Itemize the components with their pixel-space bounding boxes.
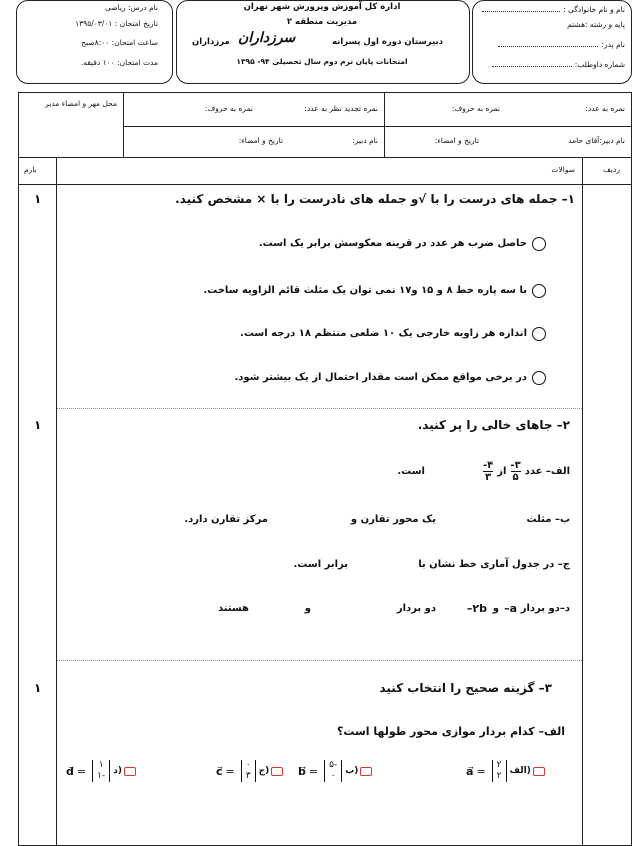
- teacher-label: نام دبیر:آقای حامد: [568, 136, 625, 145]
- q2-a-prefix: الف– عدد: [524, 466, 570, 477]
- q3-sub-question: الف– کدام بردار موازی محور طولها است؟: [336, 725, 565, 738]
- q2-d-mid: دو بردار: [396, 603, 436, 614]
- question-1-score: ۱: [34, 192, 42, 206]
- seat-number-field: شماره داوطلب:: [492, 58, 625, 69]
- score-column-header: بارم: [24, 165, 37, 174]
- q2-a-mid: از: [497, 466, 507, 477]
- q1-item3: اندازه هر زاویه خارجی یک ۱۰ ضلعی منتظم ۱۸ درجه است.: [240, 328, 527, 339]
- q3-option-b[interactable]: b = ۵- ۰ ب): [298, 760, 374, 782]
- q3-option-d-checkbox[interactable]: [124, 767, 136, 776]
- teacher2-label: نام دبیر:: [352, 136, 378, 145]
- school-title: دبیرستان دوره اول پسرانه: [332, 37, 443, 47]
- question-2-score: ۱: [34, 418, 42, 432]
- row-column-header: ردیف: [603, 165, 620, 174]
- score-words-label: نمره به حروف:: [451, 104, 500, 113]
- questions-column-header: سوالات: [551, 165, 575, 174]
- q3-option-a-checkbox[interactable]: [533, 767, 545, 776]
- q2-d-vec2: ۲b–: [466, 602, 487, 615]
- q2-c-prefix: ج– در جدول آماری خط نشان با: [418, 559, 570, 570]
- question-3-title: ۳– گزینه صحیح را انتخاب کنید: [379, 681, 552, 695]
- school-logo: سرزداران: [238, 30, 296, 46]
- q2-a: [397, 460, 570, 483]
- exam-duration-field: مدت امتحان: ۱۰۰ دقیقه.: [80, 58, 158, 67]
- sign-date-label: تاریخ و امضاء:: [434, 136, 479, 145]
- q1-item1: حاصل ضرب هر عدد در قرینه معکوسش برابر یک است.: [258, 238, 527, 249]
- q2-b-suffix: مرکز تقارن دارد.: [184, 514, 268, 525]
- divider: [57, 660, 582, 661]
- q3-option-a[interactable]: a = ۲ ۲ الف): [466, 760, 547, 782]
- q2-a-suffix: است.: [397, 466, 425, 477]
- q1-item4-circle[interactable]: [532, 371, 546, 385]
- q2-d-and2: و: [304, 603, 311, 614]
- q3-option-c-checkbox[interactable]: [271, 767, 283, 776]
- q3-option-d[interactable]: d = ۱ ۱- د): [66, 760, 138, 782]
- q2-a-fraction2: $\frac{۴-}{۳}$: [482, 460, 494, 483]
- q1-item2: با سه پاره خط ۸ و ۱۵ و۱۷ نمی توان یک مثلث قائم الزاویه ساخت.: [203, 285, 527, 296]
- q2-b-mid: یک محور تقارن و: [350, 514, 436, 525]
- q3-option-c[interactable]: c = ۰ ۳ ج): [216, 760, 285, 782]
- q2-d-prefix: د–دو بردار: [520, 603, 570, 614]
- father-name-field: نام پدر:: [498, 38, 625, 49]
- exam-date-field: تاریخ امتحان : ۱۳۹۵/۰۳/۰۱: [75, 19, 158, 28]
- q2-a-fraction1: $\frac{۳-}{۵}$: [510, 460, 521, 483]
- exam-title: امتحانات پایان ترم دوم سال تحصیلی ۹۴- ۱۳۹۵: [236, 57, 408, 66]
- q1-item1-circle[interactable]: [532, 237, 546, 251]
- region-title: مدیریت منطقه ۲: [286, 17, 358, 27]
- subject-field: نام درس: ریاضی: [104, 3, 158, 12]
- q1-item4: در برخی مواقع ممکن است مقدار احتمال از یک بیشتر شود.: [234, 372, 527, 383]
- school-name: مرزداران: [192, 37, 230, 47]
- q2-c-suffix: برابر است.: [293, 559, 348, 570]
- revised-words-label: نمره به حروف:: [204, 104, 253, 113]
- score-number-label: نمره به عدد:: [585, 104, 625, 113]
- q2-d-suffix: هستند: [217, 603, 249, 614]
- q3-option-b-checkbox[interactable]: [360, 767, 372, 776]
- q1-item2-circle[interactable]: [532, 284, 546, 298]
- exam-time-field: ساعت امتحان: ۸:۰۰صبح: [81, 38, 158, 47]
- q1-item3-circle[interactable]: [532, 327, 546, 341]
- q2-d-and: و: [492, 603, 499, 614]
- divider: [57, 408, 582, 409]
- question-1-title: ۱– جمله های درست را با √و جمله های نادرست را با × مشخص کنید.: [175, 192, 575, 206]
- student-name-field: نام و نام خانوادگی :: [482, 3, 625, 14]
- question-3-score: ۱: [34, 681, 42, 695]
- q2-d-vec1: a–: [504, 602, 517, 615]
- sign-date2-label: تاریخ و امضاء:: [238, 136, 283, 145]
- revised-number-label: نمره تجدید نظر به عدد:: [304, 104, 378, 113]
- dept-title: اداره کل آموزش وپرورش شهر تهران: [243, 2, 401, 12]
- stamp-label: محل مهر و امضاء مدیر: [45, 99, 117, 108]
- question-2-title: ۲– جاهای خالی را پر کنید.: [417, 418, 570, 432]
- grade-field: پایه و رشته :هشتم: [567, 20, 625, 29]
- q2-b-prefix: ب– مثلث: [526, 514, 570, 525]
